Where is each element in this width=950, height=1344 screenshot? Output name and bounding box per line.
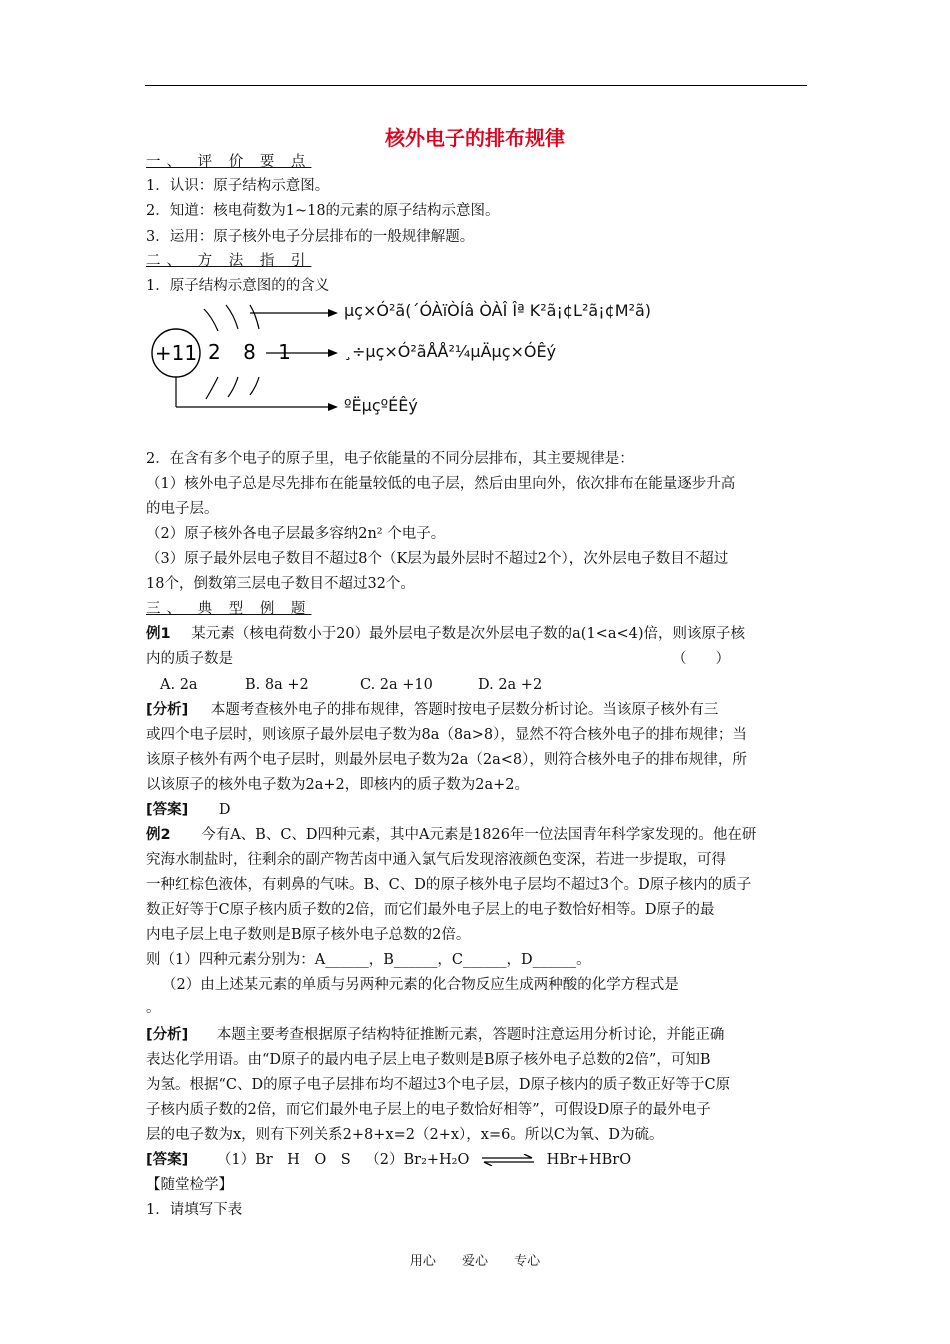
electron-counts: 2 8 1 [208,340,299,364]
method-item-2: 2．在含有多个电子的原子里，电子依能量的不同分层排布，其主要规律是： [146,451,634,467]
example-2-analysis-line-3: 为氢。根据“C、D的原子电子层排布均不超过3个电子层，D原子核内的质子数正好等于C原 [146,1077,731,1093]
example-2-question-line-8: 。 [146,1000,161,1016]
equilibrium-arrow-icon [480,1154,536,1166]
example-1-answer-blank: （ ） [672,651,730,667]
shell-arc-upper-1 [204,309,218,331]
example-2-question-line-1: 例2 今有A、B、C、D四种元素，其中A元素是1826年一位法国青年科学家发现的。他在研 [146,827,757,843]
shell-arc-lower-1 [206,377,218,399]
eval-point-3: 3．运用：原子核外电子分层排布的一般规律解题。 [146,229,475,245]
header-rule [145,85,807,86]
eval-point-1: 1．认识：原子结构示意图。 [146,178,330,194]
example-2-question-line-6: 则（1）四种元素分别为：A______，B______，C______，D______。 [146,952,591,968]
shell-arc-upper-3 [250,305,259,329]
example-2-question-line-5: 内电子层上电子数则是B原子核外电子总数的2倍。 [146,927,471,943]
practice-item-1: 1．请填写下表 [146,1202,243,1218]
rule-2: （2）原子核外各电子层最多容纳2n² 个电子。 [146,526,446,542]
example-1-analysis-line-4: 以该原子的核外电子数为2a+2，即核内的质子数为2a+2。 [146,777,529,793]
arrow-bot-head [328,403,338,411]
example-1-option-c: C. 2a +10 [360,677,433,693]
diagram-label-nuclear-charge: ºËµçºÉÊý [344,396,418,415]
example-1-analysis-line-2: 或四个电子层时，则该原子最外层电子数为8a（8a>8），显然不符合核外电子的排布规律；当 [146,727,747,743]
example-1-analysis-line-3: 该原子核外有两个电子层时，则最外层电子数为2a（2a<8），则符合核外电子的排布规律，所 [146,752,747,768]
example-2-question-line-2: 究海水制盐时，往剩余的副产物苦卤中通入氯气后发现溶液颜色变深，若进一步提取，可得 [146,852,726,868]
example-1-option-b: B. 8a +2 [245,677,309,693]
diagram-label-electron-count: ¸÷µç×Ó²ãÅÅ²¼µÄµç×ÓÊý [344,342,557,361]
eval-point-2: 2．知道：核电荷数为1~18的元素的原子结构示意图。 [146,203,500,219]
example-2-question-line-3: 一种红棕色液体，有刺鼻的气味。B、C、D的原子核外电子层均不超过3个。D原子核内的质子 [146,877,752,893]
example-1-question-line-1: 例1 某元素（核电荷数小于20）最外层电子数是次外层电子数的a(1<a<4)倍，则该原子核 [146,626,746,642]
shell-arc-upper-2 [226,305,238,329]
rule-1-line-2: 的电子层。 [146,501,219,517]
example-2-analysis-line-4: 子核内质子数的2倍，而它们最外电子层上的电子数恰好相等”，可假设D原子的最外电子 [146,1102,711,1118]
rule-1-line-1: （1）核外电子总是尽先排布在能量较低的电子层，然后由里向外，依次排布在能量逐步升高 [146,476,736,492]
example-2-analysis-line-2: 表达化学用语。由“D原子的最内电子层上电子数则是B原子核外电子总数的2倍”，可知B [146,1052,711,1068]
example-1-answer: [答案] D [146,802,231,818]
rule-3-line-2: 18个，倒数第三层电子数目不超过32个。 [146,576,415,592]
example-2-question-line-4: 数正好等于C原子核内质子数的2倍，而它们最外电子层上的电子数恰好相等。D原子的最 [146,902,715,918]
section-heading-method: 二、 方 法 指 引 [146,253,312,269]
arrow-mid-head [328,349,338,357]
arrow-top-head [328,309,338,317]
section-heading-eval: 一、 评 价 要 点 [146,154,312,170]
shell-arc-lower-3 [250,377,259,395]
practice-heading: 【随堂检学】 [146,1177,233,1193]
example-2-analysis-line-5: 层的电子数为x，则有下列关系2+8+x=2（2+x），x=6。所以C为氧、D为硫。 [146,1127,664,1143]
example-2-answer: [答案] （1）Br H O S （2）Br₂+H₂O HBr+HBrO [146,1152,632,1168]
page-title: 核外电子的排布规律 [385,126,565,150]
example-1-analysis-line-1: [分析] 本题考查核外电子的排布规律，答题时按电子层数分析讨论。当该原子核外有三 [146,702,719,718]
example-1-option-a: A. 2a [160,677,198,693]
rule-3-line-1: （3）原子最外层电子数目不超过8个（K层为最外层时不超过2个），次外层电子数目不超过 [146,551,729,567]
example-1-question-line-2: 内的质子数是 [146,651,233,667]
example-2-analysis-line-1: [分析] 本题主要考查根据原子结构特征推断元素，答题时注意运用分析讨论，并能正确 [146,1027,725,1043]
atom-structure-diagram [146,295,706,429]
nucleus-charge: +11 [154,341,198,365]
shell-arc-lower-2 [228,377,238,397]
diagram-label-shells: µç×Ó²ã(´ÓÀïÒÍâ ÒÀÎ Îª K²ã¡¢L²ã¡¢M²ã) [344,301,652,320]
method-item-1: 1．原子结构示意图的的含义 [146,278,330,294]
example-1-option-d: D. 2a +2 [478,677,543,693]
section-heading-examples: 三、 典 型 例 题 [146,601,312,617]
page-footer: 用心 爱心 专心 [409,1254,541,1269]
example-2-question-line-7: （2）由上述某元素的单质与另两种元素的化合物反应生成两种酸的化学方程式是 [162,977,679,993]
